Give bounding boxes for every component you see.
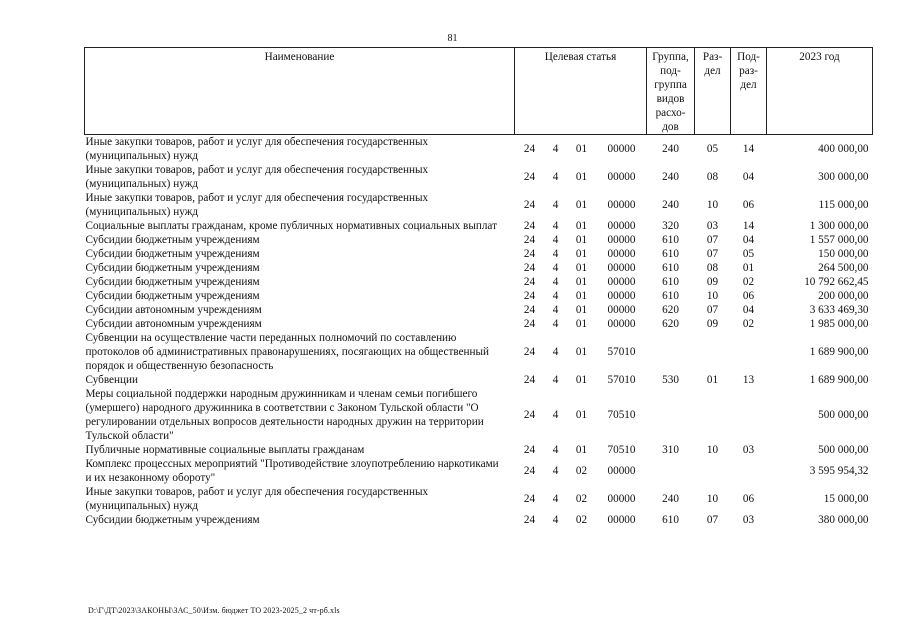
- target-code-complex: 01: [575, 143, 588, 155]
- subsection: 02: [742, 276, 755, 288]
- table-row: [85, 317, 873, 331]
- row-name: Меры социальной поддержки народным дружинникам и членам семьи погибшего (умершего) народного дружинника в соответствии с Законом Тульской области "О регулировании отдельных вопросов деятельности народных дружин на территории Тульской области": [85, 388, 484, 442]
- target-code-direction: 00000: [607, 276, 636, 288]
- table-row: [85, 443, 873, 457]
- target-code-program: 24: [523, 199, 536, 211]
- table-row: [85, 261, 873, 275]
- row-name: Субвенции: [85, 374, 138, 386]
- target-code-program: 24: [523, 143, 536, 155]
- expense-group: 610: [662, 514, 679, 526]
- target-code-direction: 00000: [607, 318, 636, 330]
- section: 10: [706, 444, 719, 456]
- table-row: [85, 387, 873, 443]
- target-code-direction: 00000: [607, 143, 636, 155]
- table-row: [85, 485, 873, 513]
- table-row: [85, 331, 873, 373]
- section: [695, 331, 731, 373]
- target-code-direction: 00000: [607, 171, 636, 183]
- target-code-complex: 01: [575, 276, 588, 288]
- table-row: [85, 513, 873, 527]
- section: 07: [706, 248, 719, 260]
- row-name: Субсидии бюджетным учреждениям: [85, 234, 260, 246]
- target-code-complex: 01: [575, 262, 588, 274]
- target-code-complex: 02: [575, 493, 588, 505]
- amount-2023: 300 000,00: [818, 171, 869, 183]
- target-code-complex: 01: [575, 374, 588, 386]
- section: 03: [706, 220, 719, 232]
- target-code-direction: 00000: [607, 248, 636, 260]
- amount-2023: 264 500,00: [818, 262, 869, 274]
- header-subsection: Под-раз-дел: [731, 48, 767, 135]
- expense-group: 620: [662, 304, 679, 316]
- table-row: [85, 303, 873, 317]
- expense-group: 610: [662, 248, 679, 260]
- target-code-subprogram: 4: [552, 262, 559, 274]
- table-row: [85, 275, 873, 289]
- target-code-complex: 02: [575, 465, 588, 477]
- amount-2023: 380 000,00: [818, 514, 869, 526]
- target-code-program: 24: [523, 262, 536, 274]
- target-code-subprogram: 4: [552, 276, 559, 288]
- target-code-direction: 57010: [607, 374, 636, 386]
- table-row: [85, 163, 873, 191]
- row-name: Субсидии автономным учреждениям: [85, 304, 262, 316]
- target-code-direction: 00000: [607, 262, 636, 274]
- expense-group: 610: [662, 262, 679, 274]
- target-code-subprogram: 4: [552, 346, 559, 358]
- target-code-program: 24: [523, 514, 536, 526]
- amount-2023: 115 000,00: [818, 199, 869, 211]
- expense-group: 610: [662, 290, 679, 302]
- amount-2023: 3 633 469,30: [809, 304, 869, 316]
- expense-group: 610: [662, 276, 679, 288]
- target-code-subprogram: 4: [552, 248, 559, 260]
- subsection: 05: [742, 248, 755, 260]
- row-name: Субвенции на осуществление части переданных полномочий по составлению протоколов об административных правонарушениях, посягающих на общественный порядок и общественную безопасность: [85, 332, 490, 372]
- expense-group: 240: [662, 199, 679, 211]
- amount-2023: 1 557 000,00: [809, 234, 869, 246]
- table-row: [85, 233, 873, 247]
- expense-group: 530: [662, 374, 679, 386]
- target-code-subprogram: 4: [552, 374, 559, 386]
- row-name: Иные закупки товаров, работ и услуг для обеспечения государственных (муниципальных) нужд: [85, 136, 429, 162]
- target-code-direction: 00000: [607, 493, 636, 505]
- target-code-direction: 70510: [607, 444, 636, 456]
- subsection: 04: [742, 234, 755, 246]
- row-name: Субсидии бюджетным учреждениям: [85, 514, 260, 526]
- amount-2023: 400 000,00: [818, 143, 869, 155]
- row-name: Социальные выплаты гражданам, кроме публичных нормативных социальных выплат: [85, 220, 497, 232]
- target-code-complex: 02: [575, 514, 588, 526]
- target-code-program: 24: [523, 171, 536, 183]
- subsection: 02: [742, 318, 755, 330]
- target-code-program: 24: [523, 374, 536, 386]
- target-code-subprogram: 4: [552, 199, 559, 211]
- target-code-subprogram: 4: [552, 514, 559, 526]
- section: [695, 457, 731, 485]
- target-code-subprogram: 4: [552, 318, 559, 330]
- target-code-direction: 00000: [607, 220, 636, 232]
- section: 09: [706, 276, 719, 288]
- target-code-subprogram: 4: [552, 220, 559, 232]
- expense-group: 240: [662, 171, 679, 183]
- target-code-subprogram: 4: [552, 444, 559, 456]
- subsection: [731, 331, 767, 373]
- expense-group: [647, 387, 695, 443]
- amount-2023: 150 000,00: [818, 248, 869, 260]
- table-row: [85, 373, 873, 387]
- expense-group: 610: [662, 234, 679, 246]
- target-code-direction: 00000: [607, 304, 636, 316]
- target-code-complex: 01: [575, 444, 588, 456]
- expense-group: 310: [662, 444, 679, 456]
- row-name: Субсидии автономным учреждениям: [85, 318, 262, 330]
- section: 01: [706, 374, 719, 386]
- target-code-program: 24: [523, 346, 536, 358]
- subsection: 06: [742, 290, 755, 302]
- target-code-program: 24: [523, 220, 536, 232]
- subsection: [731, 387, 767, 443]
- target-code-complex: 01: [575, 290, 588, 302]
- section: 10: [706, 290, 719, 302]
- amount-2023: 1 300 000,00: [809, 220, 869, 232]
- section: 07: [706, 234, 719, 246]
- target-code-program: 24: [523, 444, 536, 456]
- target-code-program: 24: [523, 248, 536, 260]
- expense-group: 240: [662, 143, 679, 155]
- table-row: [85, 247, 873, 261]
- target-code-subprogram: 4: [552, 143, 559, 155]
- row-name: Комплекс процессных мероприятий "Противодействие злоупотреблению наркотиками и их незаконному обороту": [85, 458, 499, 484]
- amount-2023: 500 000,00: [818, 409, 869, 421]
- section: 09: [706, 318, 719, 330]
- target-code-complex: 01: [575, 248, 588, 260]
- budget-table: [84, 47, 873, 527]
- section: 08: [706, 171, 719, 183]
- amount-2023: 15 000,00: [823, 493, 869, 505]
- page-number: 81: [447, 33, 458, 44]
- row-name: Иные закупки товаров, работ и услуг для обеспечения государственных (муниципальных) нужд: [85, 486, 429, 512]
- header-year: 2023 год: [767, 48, 873, 135]
- expense-group: 320: [662, 220, 679, 232]
- target-code-program: 24: [523, 318, 536, 330]
- subsection: 14: [742, 143, 755, 155]
- target-code-direction: 00000: [607, 514, 636, 526]
- section: 08: [706, 262, 719, 274]
- amount-2023: 1 689 900,00: [809, 346, 869, 358]
- target-code-complex: 01: [575, 409, 588, 421]
- expense-group: 240: [662, 493, 679, 505]
- target-code-complex: 01: [575, 318, 588, 330]
- amount-2023: 1 985 000,00: [809, 318, 869, 330]
- subsection: 03: [742, 444, 755, 456]
- header-target-article: Целевая статья: [515, 48, 647, 135]
- subsection: 06: [742, 493, 755, 505]
- target-code-subprogram: 4: [552, 234, 559, 246]
- row-name: Иные закупки товаров, работ и услуг для обеспечения государственных (муниципальных) нужд: [85, 192, 429, 218]
- target-code-complex: 01: [575, 199, 588, 211]
- row-name: Субсидии бюджетным учреждениям: [85, 290, 260, 302]
- table-row: [85, 191, 873, 219]
- section: 05: [706, 143, 719, 155]
- target-code-direction: 00000: [607, 199, 636, 211]
- row-name: Субсидии бюджетным учреждениям: [85, 248, 260, 260]
- section: 07: [706, 304, 719, 316]
- target-code-direction: 70510: [607, 409, 636, 421]
- table-row: [85, 457, 873, 485]
- row-name: Субсидии бюджетным учреждениям: [85, 276, 260, 288]
- subsection: 03: [742, 514, 755, 526]
- table-row: [85, 219, 873, 233]
- table-row: [85, 135, 873, 164]
- row-name: Публичные нормативные социальные выплаты гражданам: [85, 444, 365, 456]
- target-code-subprogram: 4: [552, 409, 559, 421]
- target-code-complex: 01: [575, 234, 588, 246]
- target-code-program: 24: [523, 276, 536, 288]
- target-code-subprogram: 4: [552, 304, 559, 316]
- target-code-program: 24: [523, 465, 536, 477]
- subsection: 13: [742, 374, 755, 386]
- amount-2023: 500 000,00: [818, 444, 869, 456]
- subsection: 14: [742, 220, 755, 232]
- subsection: 04: [742, 304, 755, 316]
- expense-group: 620: [662, 318, 679, 330]
- expense-group: [647, 331, 695, 373]
- header-group: Группа, под-группа видов расхо-дов: [647, 48, 695, 135]
- target-code-program: 24: [523, 234, 536, 246]
- table-row: [85, 289, 873, 303]
- target-code-direction: 00000: [607, 465, 636, 477]
- header-section: Раз-дел: [695, 48, 731, 135]
- target-code-subprogram: 4: [552, 465, 559, 477]
- amount-2023: 10 792 662,45: [804, 276, 869, 288]
- target-code-program: 24: [523, 290, 536, 302]
- target-code-complex: 01: [575, 304, 588, 316]
- target-code-direction: 57010: [607, 346, 636, 358]
- row-name: Иные закупки товаров, работ и услуг для обеспечения государственных (муниципальных) нужд: [85, 164, 429, 190]
- file-path-footer: D:\Г\ДТ\2023\ЗАКОНЫ\ЗАС_50\Изм. бюджет ТО 2023-2025_2 чт-рб.xls: [88, 606, 340, 615]
- target-code-program: 24: [523, 409, 536, 421]
- amount-2023: 200 000,00: [818, 290, 869, 302]
- target-code-complex: 01: [575, 220, 588, 232]
- target-code-program: 24: [523, 304, 536, 316]
- subsection: 04: [742, 171, 755, 183]
- expense-group: [647, 457, 695, 485]
- target-code-complex: 01: [575, 171, 588, 183]
- target-code-program: 24: [523, 493, 536, 505]
- target-code-complex: 01: [575, 346, 588, 358]
- amount-2023: 3 595 954,32: [809, 465, 869, 477]
- target-code-subprogram: 4: [552, 493, 559, 505]
- subsection: [731, 457, 767, 485]
- subsection: 01: [742, 262, 755, 274]
- row-name: Субсидии бюджетным учреждениям: [85, 262, 260, 274]
- section: 10: [706, 493, 719, 505]
- target-code-direction: 00000: [607, 290, 636, 302]
- target-code-direction: 00000: [607, 234, 636, 246]
- target-code-subprogram: 4: [552, 290, 559, 302]
- header-name: Наименование: [85, 48, 515, 135]
- section: 10: [706, 199, 719, 211]
- target-code-subprogram: 4: [552, 171, 559, 183]
- section: [695, 387, 731, 443]
- section: 07: [706, 514, 719, 526]
- subsection: 06: [742, 199, 755, 211]
- amount-2023: 1 689 900,00: [809, 374, 869, 386]
- table-header-row: [85, 48, 873, 135]
